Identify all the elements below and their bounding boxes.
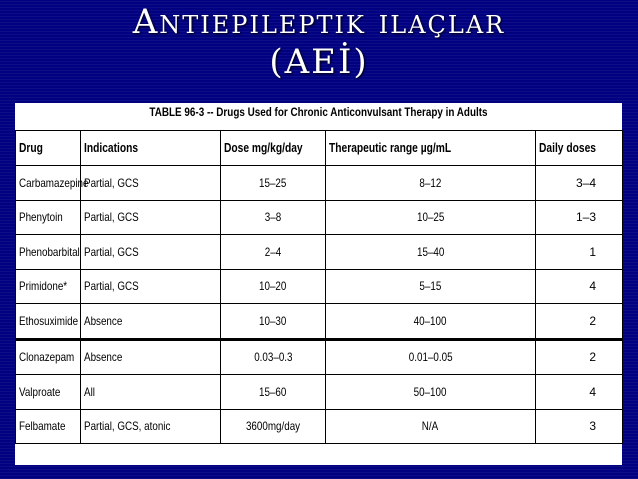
cell-drug: Felbamate [16,409,81,444]
cell-therapeutic-range: 10–25 [326,200,536,235]
cell-indications: Partial, GCS [81,269,221,304]
cell-indications: Partial, GCS [81,200,221,235]
table-caption: TABLE 96-3 -- Drugs Used for Chronic Anticonvulsant Therapy in Adults [149,107,488,119]
cell-indications: Partial, GCS [81,166,221,201]
table-row [16,304,623,340]
cell-indications: Partial, GCS, atonic [81,409,221,444]
cell-therapeutic-range: 5–15 [326,269,536,304]
cell-drug: Clonazepam [16,339,81,375]
cell-drug: Phenobarbital [16,235,81,270]
cell-dose: 2–4 [221,235,326,270]
cell-daily-doses: 1 [536,235,623,270]
slide-title [0,2,638,82]
cell-therapeutic-range: 0.01–0.05 [326,339,536,375]
cell-indications: Absence [81,339,221,375]
cell-therapeutic-range: 40–100 [326,304,536,340]
cell-daily-doses: 3–4 [536,166,623,201]
col-header-drug: Drug [16,131,81,166]
cell-therapeutic-range: N/A [326,409,536,444]
cell-indications: Absence [81,304,221,340]
col-header-indications: Indications [81,131,221,166]
table-row [16,339,623,375]
cell-dose: 15–60 [221,375,326,410]
cell-dose: 0.03–0.3 [221,339,326,375]
table-row [16,409,623,444]
cell-dose: 10–30 [221,304,326,340]
table-row [16,166,623,201]
cell-daily-doses: 1–3 [536,200,623,235]
cell-daily-doses: 2 [536,304,623,340]
cell-dose: 3–8 [221,200,326,235]
cell-drug: Valproate [16,375,81,410]
table-row [16,375,623,410]
table-header-row [16,131,623,166]
cell-therapeutic-range: 50–100 [326,375,536,410]
col-header-therapeutic-range: Therapeutic range µg/mL [326,131,536,166]
col-header-daily-doses: Daily doses [536,131,623,166]
drug-table [15,130,623,444]
cell-daily-doses: 2 [536,339,623,375]
cell-daily-doses: 4 [536,269,623,304]
cell-dose: 15–25 [221,166,326,201]
cell-therapeutic-range: 15–40 [326,235,536,270]
table-row [16,235,623,270]
cell-drug: Ethosuximide [16,304,81,340]
cell-indications: All [81,375,221,410]
cell-daily-doses: 4 [536,375,623,410]
slide-title-line1: Antiepileptik ilaçlar [132,2,506,42]
cell-drug: Phenytoin [16,200,81,235]
col-header-dose: Dose mg/kg/day [221,131,326,166]
drug-table-image [15,103,622,465]
cell-drug: Carbamazepine [16,166,81,201]
cell-therapeutic-range: 8–12 [326,166,536,201]
table-row [16,200,623,235]
cell-dose: 3600mg/day [221,409,326,444]
slide-title-line2: (AEİ) [269,42,369,82]
cell-drug: Primidone* [16,269,81,304]
cell-dose: 10–20 [221,269,326,304]
cell-indications: Partial, GCS [81,235,221,270]
table-row [16,269,623,304]
cell-daily-doses: 3 [536,409,623,444]
